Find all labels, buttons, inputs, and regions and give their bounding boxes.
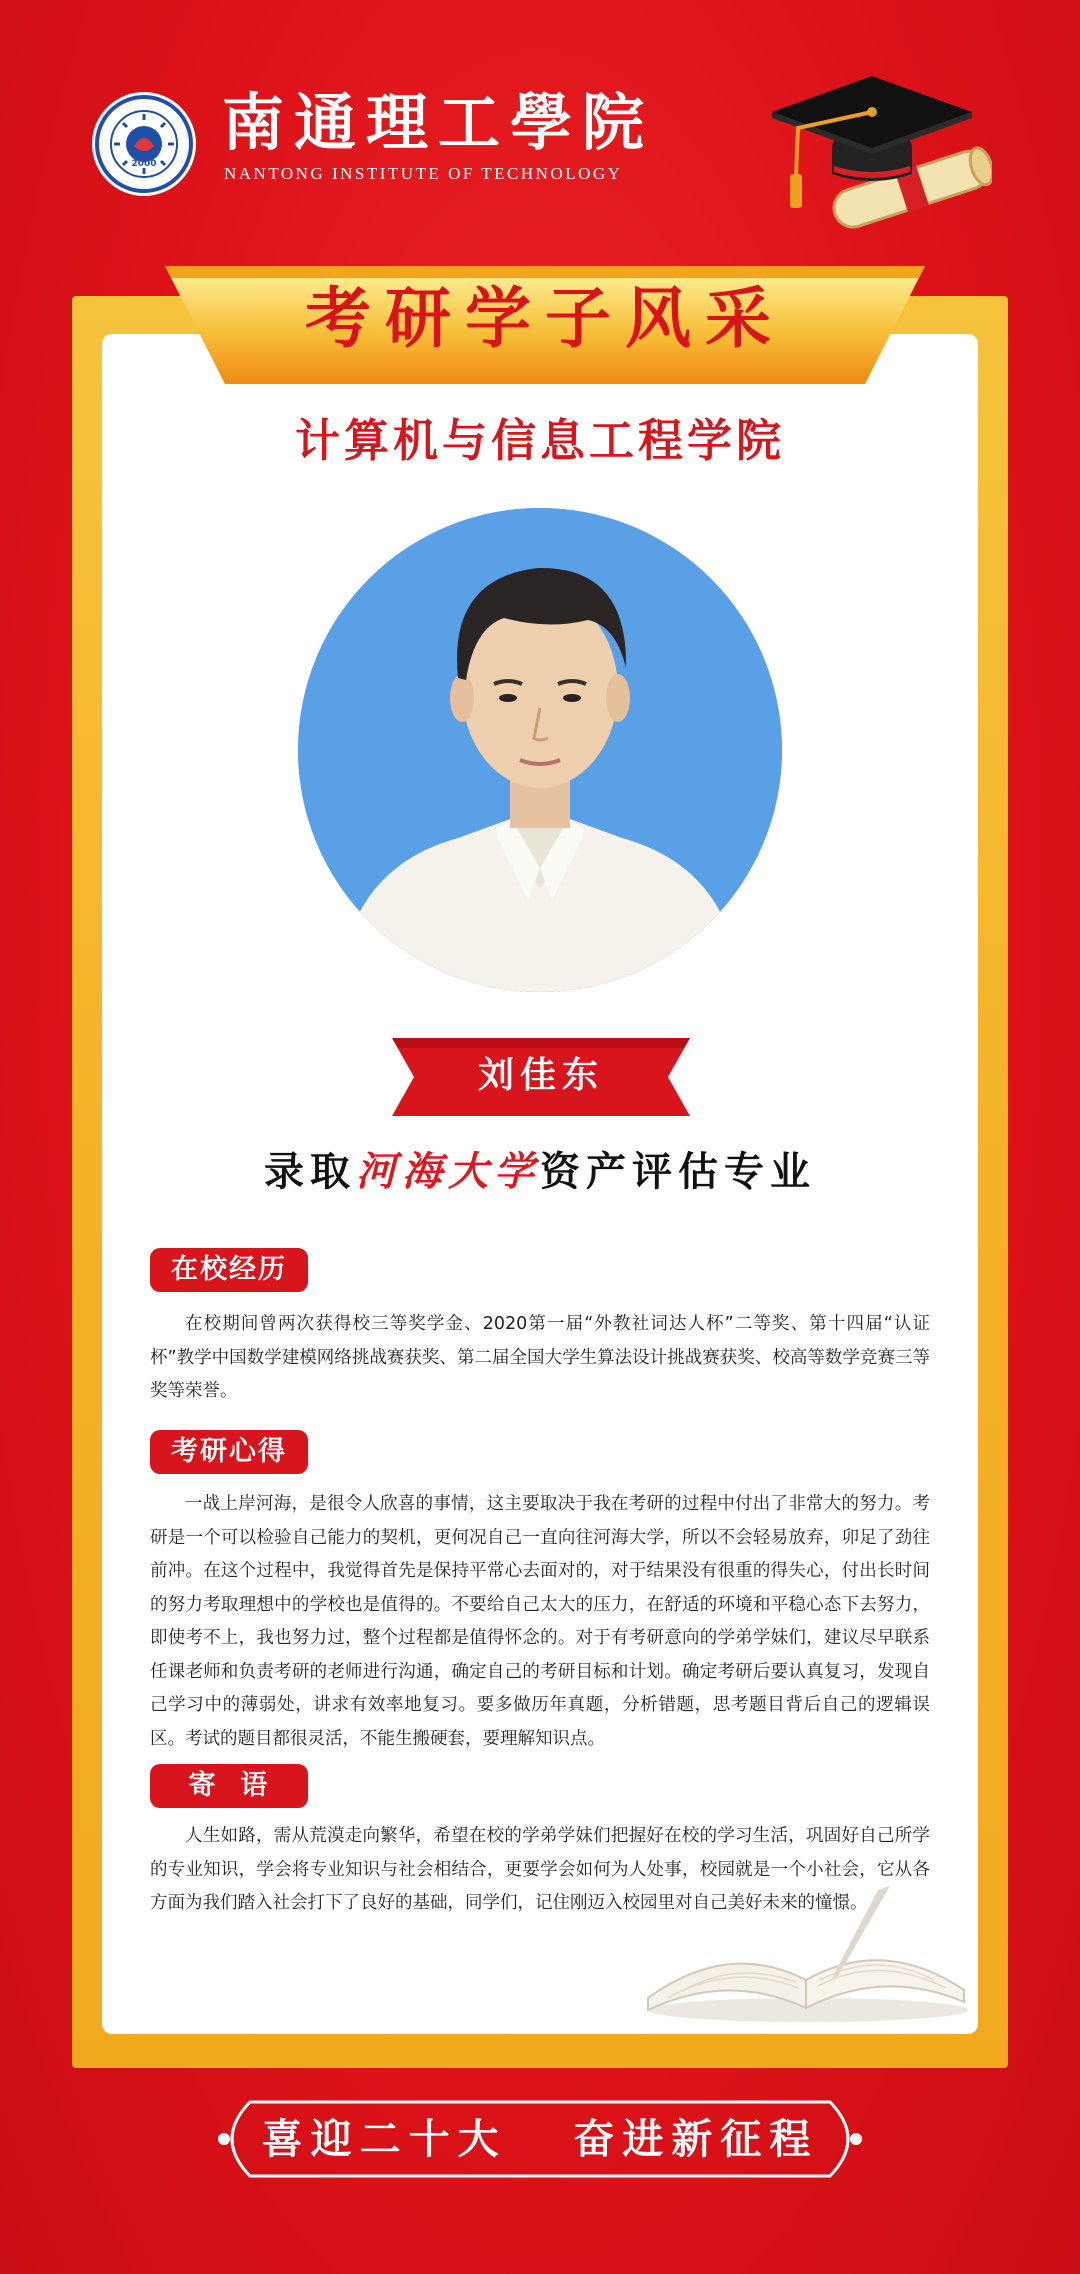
footer-slogan: 喜迎二十大 奋进新征程 <box>261 2115 819 2163</box>
section-tag-insights: 考研心得 <box>150 1430 308 1474</box>
student-name: 刘佳东 <box>477 1054 604 1096</box>
admit-university: 河海大学 <box>356 1148 540 1195</box>
graduation-cap-icon <box>762 62 992 247</box>
school-emblem-icon <box>90 90 198 198</box>
school-name-en: NANTONG INSTITUTE OF TECHNOLOGY <box>224 164 623 183</box>
section-tag-experience: 在校经历 <box>150 1248 308 1292</box>
open-book-icon <box>628 1880 968 2030</box>
student-photo <box>298 508 782 992</box>
section-tag-message: 寄 语 <box>150 1764 308 1808</box>
admit-major: 资产评估专业 <box>540 1148 816 1195</box>
college-name: 计算机与信息工程学院 <box>294 414 785 467</box>
emblem-year: 2000 <box>131 159 157 169</box>
section-text-experience: 在校期间曾两次获得校三等奖学金、2020第一届“外教社词达人杯”二等奖、第十四届“认证杯”教学中国数学建模网络挑战赛获奖、第二届全国大学生算法设计挑战赛获奖、校高等数学竞赛三等奖等荣誉。 <box>150 1314 930 1401</box>
portrait-illustration <box>298 508 782 992</box>
admission-line <box>102 1148 978 1196</box>
school-name-cn: 南通理工學院 <box>222 86 655 159</box>
admit-prefix: 录取 <box>264 1148 356 1195</box>
section-text-insights: 一战上岸河海，是很令人欣喜的事情，这主要取决于我在考研的过程中付出了非常大的努力。考研是一个可以检验自己能力的契机，更何况自己一直向往河海大学，所以不会轻易放弃，卯足了劲往前冲。在这个过程中，我觉得首先是保持平常心去面对的，对于结果没有很重的得失心，付出长时间的努力考取理想中的学校也是值得的。不要给自己太大的压力，在舒适的环境和平稳心态下去努力，即使考不上，我也努力过，整个过程都是值得怀念的。对于有考研意向的学弟学妹们，建议尽早联系任课老师和负责考研的老师进行沟通，确定自己的考研目标和计划。确定考研后要认真复习，发现自己学习中的薄弱处，讲求有效率地复习。要多做历年真题，分析错题，思考题目背后自己的逻辑误区。考试的题目都很灵活，不能生搬硬套，要理解知识点。 <box>150 1494 930 1749</box>
banner-title: 考研学子风采 <box>305 279 785 357</box>
section-text-message: 人生如路，需从荒漠走向繁华，希望在校的学弟学妹们把握好在校的学习生活，巩固好自己所学的专业知识，学会将专业知识与社会相结合，更要学会如何为人处事，校园就是一个小社会，它从各方面为我们踏入社会打下了良好的基础，同学们，记住刚迈入校园里对自己美好未来的憧憬。 <box>150 1826 930 1913</box>
